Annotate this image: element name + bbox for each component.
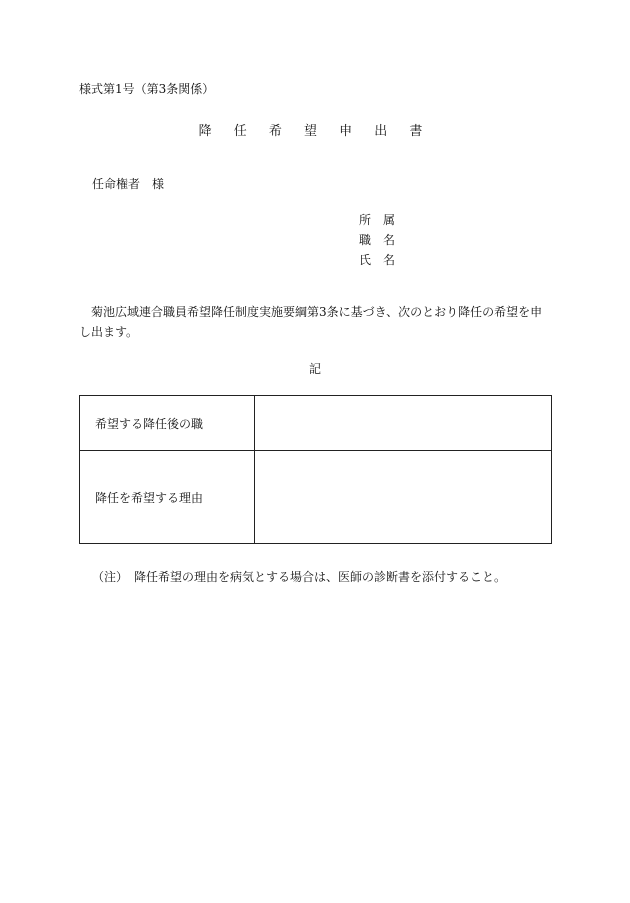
document-title: 降 任 希 望 申 出 書 (198, 124, 432, 139)
table-label-desired-position: 希望する降任後の職 (80, 396, 255, 451)
table-row (80, 396, 552, 451)
field-name-label: 氏 名 (359, 253, 396, 267)
table-value-desired-position[interactable] (255, 396, 552, 451)
table-value-reason[interactable] (255, 451, 552, 544)
table-label-reason: 降任を希望する理由 (80, 451, 255, 544)
form-number: 様式第1号（第3条関係） (79, 82, 215, 96)
request-table (79, 395, 552, 544)
field-name (359, 250, 404, 270)
table-row (80, 451, 552, 544)
note: （注） 降任希望の理由を病気とする場合は、医師の診断書を添付すること。 (92, 570, 507, 584)
field-affiliation (359, 210, 404, 230)
body-text: 菊池広域連合職員希望降任制度実施要綱第3条に基づき、次のとおり降任の希望を申し出ます。 (79, 305, 543, 339)
field-position (359, 230, 404, 250)
addressee: 任命権者 様 (92, 177, 165, 191)
field-affiliation-label: 所 属 (359, 213, 396, 227)
field-position-label: 職 名 (359, 233, 396, 247)
ki-heading: 記 (308, 362, 321, 376)
applicant-fields (359, 210, 404, 270)
